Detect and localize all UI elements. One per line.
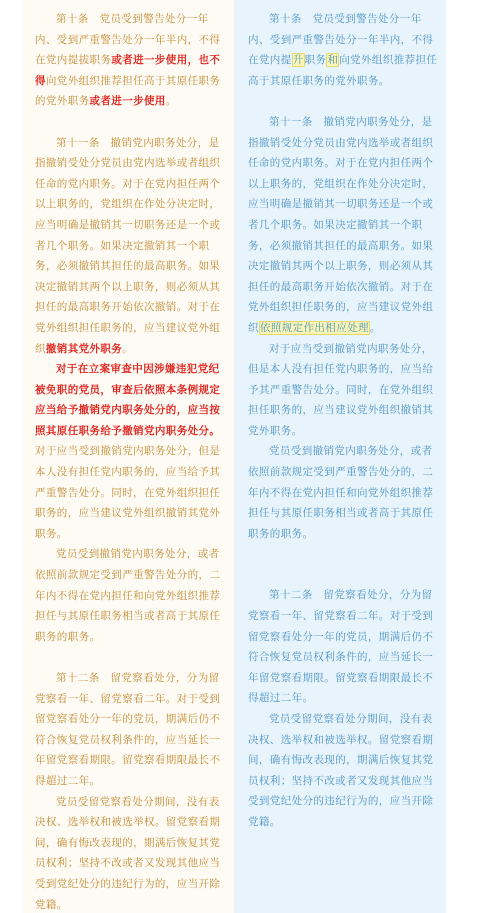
article-12-paragraph-2: 党员受留党察看处分期间，没有表决权、选举权和被选举权。留党察看期间，确有悔改表现的，期满后恢复其党员权利；坚持不改或者又发现其他应当受到党纪处分的违纪行为的，应当开除党籍。 [35,795,221,911]
text-segment: 。 [165,95,177,108]
text-segment: 第十条 党员受到警告处分一年内、受到严重警告处分一年半内，不得在党内提 [248,13,434,67]
article-11-paragraph [248,112,438,339]
red-added-text: 或者进一步使用，也不得 [35,54,221,87]
comparison-page [22,0,446,913]
text-segment: 第十一条 撤销党内职务处分，是指撤销受处分党员由党内选举或者组织任命的党内职务。对于在党内担任两个以上职务的，党组织在作处分决定时，应当明确是撤销其一切职务还是一个或者几个职务。如果决定撤销其一个职务，必须撤销其担任的最高职务。如果决定撤销其两个以上职务，则必须从其担任的最高职务开始依次撤销。对于在党外组织担任职务的，应当建议党外组织 [248,115,434,334]
paragraph-gap [35,647,226,668]
paragraph-gap [248,544,438,585]
text-segment: 对于应当受到撤销党内职务处分，但是本人没有担任党内职务的，应当给予其严重警告处分。同时，在党外组织担任职务的，应当建议党外组织撤销其党外职务。 [35,445,221,540]
article-11-paragraph-2: 对于应当受到撤销党内职务处分，但是本人没有担任党内职务的，应当给予其严重警告处分。同时，在党外组织担任职务的，应当建议党外组织撤销其党外职务。 [248,342,434,437]
article-12-paragraph-2: 党员受留党察看处分期间，没有表决权、选举权和被选举权。留党察看期间，确有悔改表现的，期满后恢复其党员权利；坚持不改或者又发现其他应当受到党纪处分的违纪行为的，应当开除党籍。 [248,713,434,828]
left-column-new-text [22,0,234,913]
article-11-paragraph-3: 党员受到撤销党内职务处分，或者依照前款规定受到严重警告处分的，二年内不得在党内担任和向党外组织推荐担任与其原任职务相当或者高于其原任职务的职务。 [248,445,434,540]
paragraph-gap [248,91,438,112]
red-added-text: 对于在立案审查中因涉嫌违犯党纪被免职的党员，审查后依照本条例规定应当给予撤销党内职务处分的，应当按照其原任职务给予撤销党内职务处分。 [35,363,221,437]
text-segment: 。 [122,342,134,355]
article-11-paragraph-3: 党员受到撤销党内职务处分，或者依照前款规定受到严重警告处分的，二年内不得在党内担任和向党外组织推荐担任与其原任职务相当或者高于其原任职务的职务。 [35,548,221,643]
highlighted-text: 依照规定作出相应处理 [259,321,369,334]
red-added-text: 或者进一步使用 [89,95,166,108]
text-segment: 第十条 党员受到警告处分一年内、受到严重警告处分一年半内，不得在党内提拔职务 [35,13,221,67]
article-12-paragraph: 第十二条 留党察看处分，分为留党察看一年、留党察看二年。对于受到留党察看处分一年的党员，期满后仍不符合恢复党员权利条件的，应当延长一年留党察看期限。留党察看期限最长不得超过二年。 [248,589,434,705]
highlighted-text: 升 [292,54,304,67]
article-10-paragraph [248,9,438,91]
text-segment: 。 [369,321,381,334]
text-segment: 职务 [304,54,327,67]
red-added-text: 撤销其党外职务 [45,342,123,355]
article-11-paragraph [35,133,226,360]
article-10-paragraph [35,9,226,112]
paragraph-gap [35,112,226,133]
text-segment: 向党外组织推荐担任高于其原任职务的党外职务。 [248,54,438,87]
article-11-paragraph-2 [35,359,226,544]
text-segment: 向党外组织推荐担任高于其原任职务的党外职务 [35,74,221,108]
right-column-old-text [234,0,446,913]
article-12-paragraph: 第十二条 留党察看处分，分为留党察看一年、留党察看二年。对于受到留党察看处分一年的党员，期满后仍不符合恢复党员权利条件的，应当延长一年留党察看期限。留党察看期限最长不得超过二年。 [35,672,221,787]
text-segment: 第十一条 撤销党内职务处分，是指撤销受处分党员由党内选举或者组织任命的党内职务。对于在党内担任两个以上职务的，党组织在作处分决定时，应当明确是撤销其一切职务还是一个或者几个职务。如果决定撤销其一个职务，必须撤销其担任的最高职务。如果决定撤销其两个以上职务，则必须从其担任的最高职务开始依次撤销。对于在党外组织担任职务的，应当建议党外组织 [35,136,221,355]
highlighted-text: 和 [327,54,339,67]
